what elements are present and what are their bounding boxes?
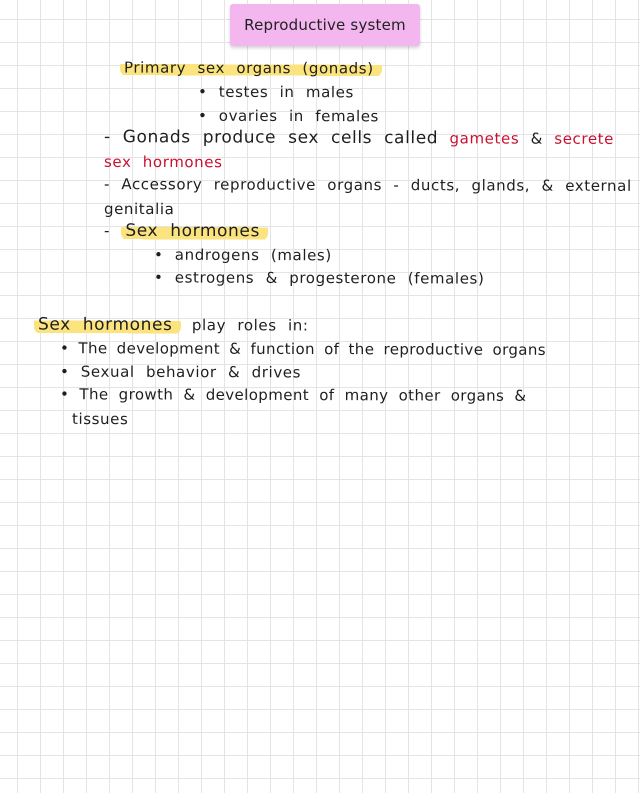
bullet-estrogens: • estrogens & progesterone (females) — [153, 268, 485, 288]
accessory-continuation: genitalia — [103, 199, 175, 219]
secrete-term: secrete — [554, 129, 615, 148]
bullet-growth-continuation: tissues — [71, 409, 129, 429]
dash: - — [103, 221, 111, 240]
gonads-line — [104, 127, 614, 149]
sex-hormones-highlight: Sex hormones — [121, 221, 268, 242]
bullet-growth: • The growth & development of many other organs & — [59, 385, 527, 405]
page-title: Reproductive system — [244, 16, 406, 34]
ampersand: & — [530, 129, 543, 148]
sex-hormones-heading-highlight: Sex hormones — [34, 315, 181, 336]
sex-hormones-heading — [34, 315, 309, 336]
sex-hormones-red: sex hormones — [103, 152, 223, 172]
heading-suffix: play roles in: — [191, 316, 309, 335]
bullet-ovaries: • ovaries in females — [197, 106, 380, 126]
bullet-behavior: • Sexual behavior & drives — [59, 362, 302, 382]
primary-organs-highlight: Primary sex organs (gonads) — [120, 59, 382, 78]
bullet-testes: • testes in males — [197, 82, 354, 102]
bullet-androgens: • androgens (males) — [153, 245, 332, 265]
accessory-line: - Accessory reproductive organs - ducts, glands, & external — [103, 175, 632, 195]
gametes-term: gametes — [449, 129, 520, 148]
sex-hormones-item — [104, 221, 268, 242]
primary-organs-heading — [120, 58, 382, 79]
bullet-development: • The development & function of the reproductive organs — [59, 339, 547, 359]
title-sticky — [230, 4, 420, 46]
gonads-text: - Gonads produce sex cells called — [103, 127, 439, 149]
